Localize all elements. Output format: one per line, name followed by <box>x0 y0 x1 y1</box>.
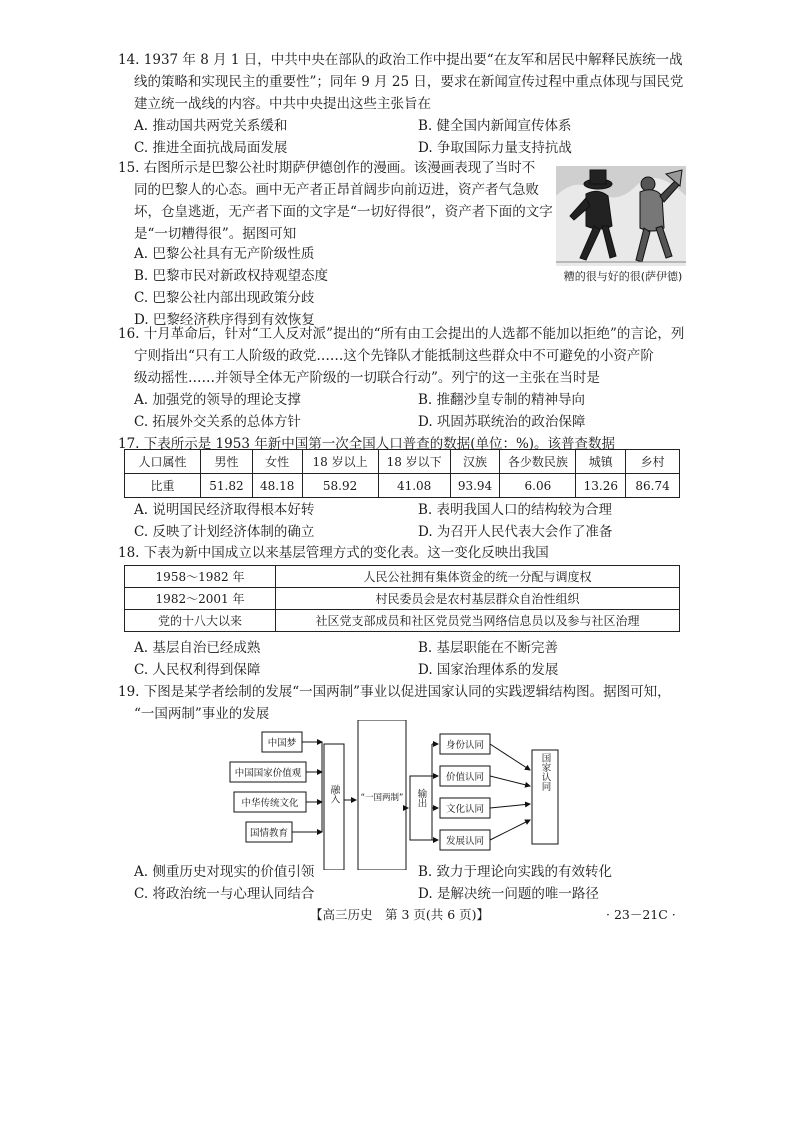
input-traditional-culture: 中华传统文化 <box>241 798 299 809</box>
identity-status: 身份认同 <box>445 740 485 751</box>
q17-option-d: D. 为召开人民代表大会作了准备 <box>418 524 613 540</box>
table-cell: 党的十八大以来 <box>125 610 276 632</box>
q15-stem-line3: 坏，仓皇逃逝，无产者下面的文字是“一切好得很”，资产者下面的文字 <box>134 204 553 220</box>
census-table <box>124 449 680 498</box>
input-national-values: 中国国家价值观 <box>234 768 302 779</box>
q17-option-c: C. 反映了计划经济体制的确立 <box>134 524 315 540</box>
table-header-row <box>125 450 680 474</box>
merge-label: 融入 <box>328 784 340 804</box>
table-cell: 41.08 <box>378 474 450 498</box>
table-cell: 村民委员会是农村基层群众自治性组织 <box>276 588 680 610</box>
q16-option-c: C. 拓展外交关系的总体方针 <box>134 414 301 430</box>
table-cell: 86.74 <box>626 474 680 498</box>
input-china-dream: 中国梦 <box>267 738 297 749</box>
q14-option-c: C. 推进全面抗战局面发展 <box>134 140 288 156</box>
result-label: 国家认同 <box>539 753 551 791</box>
q15-option-c: C. 巴黎公社内部出现政策分歧 <box>134 290 315 306</box>
table-cell: 比重 <box>125 474 201 498</box>
cartoon-caption: 糟的很与好的很(萨伊德) <box>563 270 683 283</box>
table-cell: 58.92 <box>302 474 378 498</box>
governance-table <box>124 565 680 632</box>
table-header-cell: 18 岁以上 <box>302 450 378 474</box>
q14-stem-line2: 线的策略和实现民主的重要性”；同年 9 月 25 日，要求在新闻宣传过程中重点体现与国民党 <box>134 74 684 90</box>
table-header-cell: 女性 <box>252 450 302 474</box>
input-national-education: 国情教育 <box>249 828 289 839</box>
q17-option-b: B. 表明我国人口的结构较为合理 <box>418 502 613 518</box>
table-header-cell: 汉族 <box>450 450 500 474</box>
table-header-cell: 18 岁以下 <box>378 450 450 474</box>
table-header-cell: 城镇 <box>576 450 626 474</box>
q14-option-d: D. 争取国际力量支持抗战 <box>418 140 572 156</box>
table-cell: 48.18 <box>252 474 302 498</box>
table-cell: 13.26 <box>576 474 626 498</box>
q18-stem-line1: 18. 下表为新中国成立以来基层管理方式的变化表。这一变化反映出我国 <box>118 545 549 561</box>
q17-option-a: A. 说明国民经济取得根本好转 <box>134 502 315 518</box>
table-row <box>125 610 680 632</box>
q19-option-b: B. 致力于理论向实践的有效转化 <box>418 864 613 880</box>
q15-stem-line4: 是“一切糟得很”。据图可知 <box>134 226 297 242</box>
table-cell: 93.94 <box>450 474 500 498</box>
table-row <box>125 588 680 610</box>
identity-development: 发展认同 <box>445 836 485 847</box>
q18-option-c: C. 人民权利得到保障 <box>134 662 261 678</box>
table-cell: 6.06 <box>500 474 576 498</box>
q19-option-d: D. 是解决统一问题的唯一路径 <box>418 886 599 902</box>
q14-option-b: B. 健全国内新闻宣传体系 <box>418 118 572 134</box>
q19-stem-line2: “一国两制”事业的发展 <box>134 706 270 722</box>
q19-option-a: A. 侧重历史对现实的价值引领 <box>134 864 315 880</box>
identity-values: 价值认同 <box>445 772 485 783</box>
table-cell: 51.82 <box>201 474 253 498</box>
q14-stem-line1: 14. 1937 年 8 月 1 日，中共中央在部队的政治工作中提出要“在友军和居民中解释民族统一战 <box>118 52 683 68</box>
q15-option-d: D. 巴黎经济秩序得到有效恢复 <box>134 312 315 328</box>
table-header-cell: 男性 <box>201 450 253 474</box>
identity-culture: 文化认同 <box>445 804 485 815</box>
one-country-two-systems-diagram <box>226 720 571 870</box>
q15-option-a: A. 巴黎公社具有无产阶级性质 <box>134 246 315 262</box>
q16-option-b: B. 推翻沙皇专制的精神导向 <box>418 392 586 408</box>
page-code: · 23－21C · <box>606 907 676 922</box>
q16-stem-line3: 级动摇性……并领导全体无产阶级的一切联合行动”。列宁的这一主张在当时是 <box>134 370 600 386</box>
q19-option-c: C. 将政治统一与心理认同结合 <box>134 886 315 902</box>
table-header-cell: 各少数民族 <box>500 450 576 474</box>
q17-stem-line1: 17. 下表所示是 1953 年新中国第一次全国人口普查的数据(单位：%)。该普查数据 <box>118 436 616 452</box>
center-label: “一国两制” <box>360 793 404 803</box>
table-header-cell: 乡村 <box>626 450 680 474</box>
q15-option-b: B. 巴黎市民对新政权持观望态度 <box>134 268 329 284</box>
table-row <box>125 566 680 588</box>
table-cell: 人民公社拥有集体资金的统一分配与调度权 <box>276 566 680 588</box>
output-label: 输出 <box>415 788 427 808</box>
q14-stem-line3: 建立统一战线的内容。中共中央提出这些主张旨在 <box>134 96 431 112</box>
q16-stem-line1: 16. 十月革命后，针对“工人反对派”提出的“所有由工会提出的人选都不能加以拒绝”的言论，列 <box>118 326 685 342</box>
q18-option-a: A. 基层自治已经成熟 <box>134 640 261 656</box>
table-row <box>125 474 680 498</box>
q18-option-d: D. 国家治理体系的发展 <box>418 662 559 678</box>
table-cell: 社区党支部成员和社区党员党当网络信息员以及参与社区治理 <box>276 610 680 632</box>
q14-option-a: A. 推动国共两党关系缓和 <box>134 118 288 134</box>
table-cell: 1958～1982 年 <box>125 566 276 588</box>
q15-stem-line2: 同的巴黎人的心态。画中无产者正昂首阔步向前迈进，资产者气急败 <box>134 182 539 198</box>
q16-option-d: D. 巩固苏联统治的政治保障 <box>418 414 586 430</box>
page-footer: 【高三历史 第 3 页(共 6 页)】 <box>310 907 490 922</box>
q19-stem-line1: 19. 下图是某学者绘制的发展“一国两制”事业以促进国家认同的实践逻辑结构图。据图可知， <box>118 684 671 700</box>
q18-option-b: B. 基层职能在不断完善 <box>418 640 559 656</box>
table-header-cell: 人口属性 <box>125 450 201 474</box>
q16-option-a: A. 加强党的领导的理论支撑 <box>134 392 301 408</box>
q15-stem-line1: 15. 右图所示是巴黎公社时期萨伊德创作的漫画。该漫画表现了当时不 <box>118 160 536 176</box>
table-cell: 1982～2001 年 <box>125 588 276 610</box>
q16-stem-line2: 宁则指出“只有工人阶级的政党……这个先锋队才能抵制这些群众中不可避免的小资产阶 <box>134 348 654 364</box>
